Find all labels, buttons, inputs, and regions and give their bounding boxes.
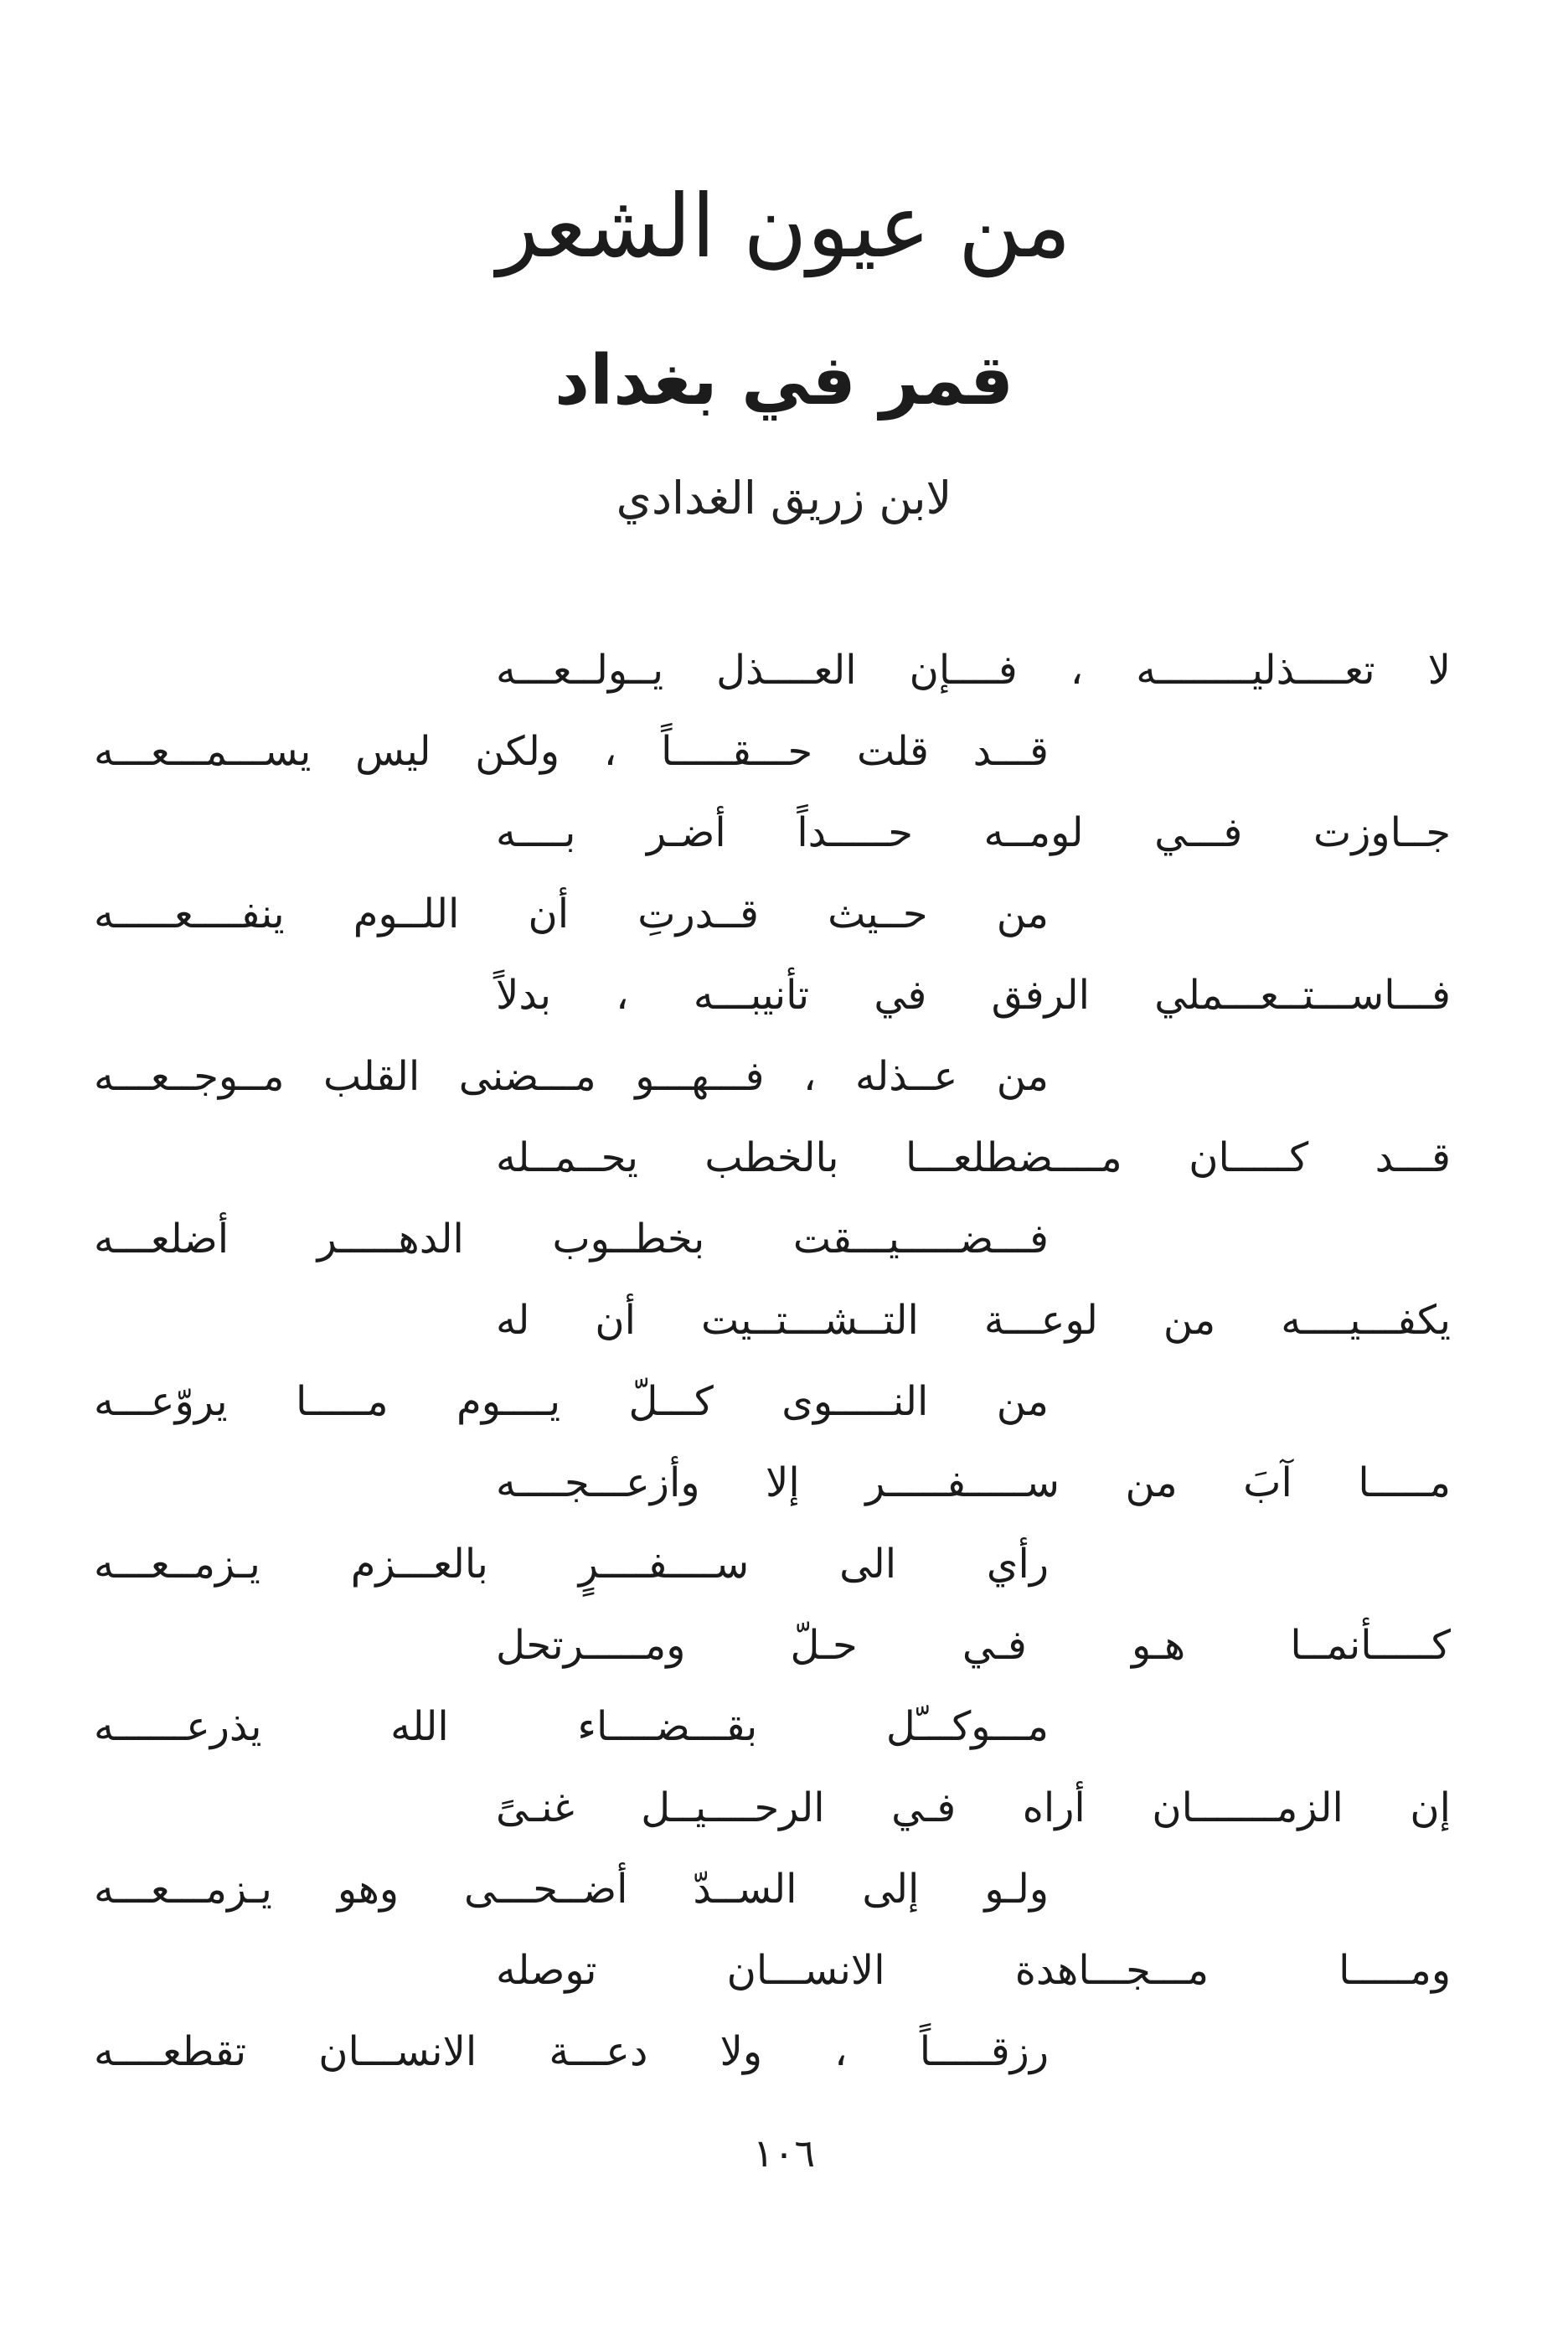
- verse-2-first-hemistich: جــاوزت فـــي لومــه حـــــداً أضـر بــــه: [496, 809, 1451, 856]
- poem-title: قمر في بغداد: [554, 341, 1014, 421]
- verse-6-second-hemistich: رأي الى ســــفــــرٍ بالعـــزم يـزمــعـــه: [94, 1541, 1049, 1588]
- page-number: ١٠٦: [752, 2130, 816, 2176]
- series-title: من عيون الشعر: [497, 175, 1071, 277]
- verse-4-second-hemistich: فـــضـــــيـــقت بخطــوب الدهـــــر أضلعـــه: [94, 1216, 1049, 1263]
- verse-3-second-hemistich: من عــذله ، فـــهـــو مـــضنى القلب مــوجــعـــه: [94, 1053, 1049, 1100]
- verse-1-second-hemistich: قـــد قلت حـــقـــــاً ، ولكن ليس يســـمـــعـــه: [94, 728, 1049, 775]
- verse-8-first-hemistich: إن الزمـــــــان أراه فـي الرحــــيــل غنـىً: [496, 1784, 1451, 1831]
- verse-4-first-hemistich: قـــد كـــــان مــــضطلعـــا بالخطب يحــمــله: [496, 1134, 1451, 1181]
- verse-5-second-hemistich: من النـــــوى كـــلّ يــــوم مـــــا يروّعـــه: [94, 1378, 1049, 1425]
- verse-7-second-hemistich: مـــوكـــّل بقـــضــــاء الله يذرعــــــه: [94, 1703, 1049, 1750]
- verse-3-first-hemistich: فـــاســـتــعـــملي الرفق في تأنيبـــه ، بدلاً: [496, 972, 1451, 1019]
- verse-9-second-hemistich: رزقـــــاً ، ولا دعـــة الانســـان تقطعــــه: [94, 2028, 1049, 2075]
- verse-6-first-hemistich: مـــــا آبَ من ســـــفـــــر إلا وأزعـــجــــه: [496, 1459, 1451, 1506]
- verse-7-first-hemistich: كـــــأنمــا هـو فـي حـلّ ومـــــرتحل: [496, 1622, 1451, 1669]
- verse-5-first-hemistich: يكفـــيــــه من لوعـــة التــشـــتــيت أن له: [496, 1297, 1451, 1344]
- verse-1-first-hemistich: لا تعــــذليــــــــه ، فــــإن العــــذل يــولــعـــه: [496, 647, 1451, 694]
- poem-author: لابن زريق الغدادي: [616, 472, 952, 524]
- verse-8-second-hemistich: ولـو إلى الســدّ أضــحـــى وهو يـزمـــعـــه: [94, 1866, 1049, 1913]
- verse-2-second-hemistich: من حــيث قــدرتِ أن اللــوم ينفــــعـــــه: [94, 891, 1049, 937]
- verse-9-first-hemistich: ومـــــا مـــجـــاهدة الانســـان توصله: [496, 1947, 1451, 1994]
